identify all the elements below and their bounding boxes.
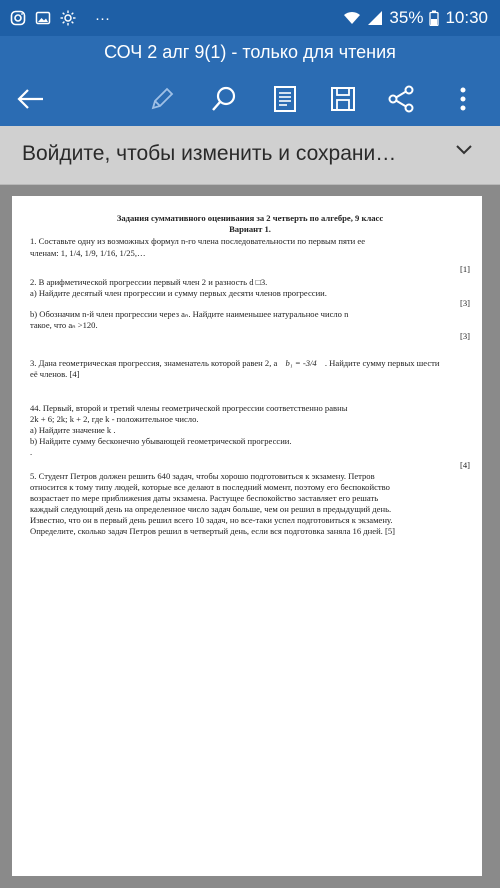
task3-formula: b₁ = -3/4 xyxy=(285,358,317,368)
reading-view-button[interactable] xyxy=(268,82,302,116)
battery-percent: 35% xyxy=(389,8,424,27)
sign-in-banner-text: Войдите, чтобы изменить и сохрани… xyxy=(22,142,397,165)
task5-line5: Известно, что он в первый день решил всего 10 задач, но все-таки успел подготовиться к экзамену. xyxy=(30,515,393,525)
task4-line1: 44. Первый, второй и третий члены геометрической прогрессии соответственно равны xyxy=(30,403,348,413)
document-title: СОЧ 2 алг 9(1) - только для чтения xyxy=(104,42,396,62)
task2-score-a: [3] xyxy=(459,298,470,308)
task2-line1: 2. В арифметической прогрессии первый член 2 и разность d □3. xyxy=(30,277,268,287)
task3-text-a: 3. Дана геометрическая прогрессия, знаменатель которой равен 2, а xyxy=(30,358,278,368)
task3-text-b: . Найдите сумму первых шести xyxy=(324,358,440,368)
edit-button[interactable] xyxy=(145,82,179,116)
document-icon xyxy=(273,85,297,113)
task5-line6: Определите, сколько задач Петров решил в четвертый день, если вся подготовка заняла 16 дней. [5] xyxy=(30,526,395,536)
brightness-icon xyxy=(60,10,76,26)
task2-line3: b) Обозначим n-й член прогрессии через aₙ. Найдите наименьшее натуральное число n xyxy=(30,309,349,319)
share-button[interactable] xyxy=(384,82,418,116)
task2-line4: такое, что aₙ >120. xyxy=(30,320,98,330)
instagram-icon xyxy=(10,10,26,26)
back-arrow-icon xyxy=(17,88,45,110)
document-page[interactable] xyxy=(12,196,482,876)
task4-score: [4] xyxy=(459,460,470,470)
battery-icon xyxy=(429,10,439,26)
status-more: ··· xyxy=(95,9,110,27)
status-bar xyxy=(0,0,500,36)
save-icon xyxy=(330,86,356,112)
task4-line5: . xyxy=(30,447,33,457)
task5-line4: каждый следующий день на определенное число задач больше, чем он решил в предыдущий день. xyxy=(30,504,392,514)
task5-line2: относится к тому типу людей, которые все делают в последний момент, поэтому его беспокойство xyxy=(30,482,390,492)
save-button[interactable] xyxy=(326,82,360,116)
more-vertical-icon xyxy=(459,86,467,112)
task5-line1: 5. Студент Петров должен решить 640 задач, чтобы хорошо подготовиться к экзамену. Петров xyxy=(30,471,375,481)
signal-icon xyxy=(367,10,383,26)
task1-line2: членам: 1, 1/4, 1/9, 1/16, 1/25,… xyxy=(30,248,146,258)
task2-score-b: [3] xyxy=(459,331,470,341)
search-button[interactable] xyxy=(207,82,241,116)
task4-line3: а) Найдите значение k . xyxy=(30,425,116,435)
task4-line4: b) Найдите сумму бесконечно убывающей геометрической прогрессии. xyxy=(30,436,292,446)
task3-line2: её членов. [4] xyxy=(30,369,80,379)
doc-heading: Задания суммативного оценивания за 2 четверть по алгебре, 9 класс xyxy=(116,213,384,223)
app-bar xyxy=(0,36,500,126)
clock: 10:30 xyxy=(445,8,488,27)
task4-line2: 2k + 6; 2k; k + 2, где k - положительное число. xyxy=(30,414,199,424)
task1-score: [1] xyxy=(459,264,470,274)
sign-in-banner[interactable] xyxy=(0,126,500,185)
task2-line2: а) Найдите десятый член прогрессии и сумму первых десяти членов прогрессии. xyxy=(30,288,327,298)
image-icon xyxy=(35,10,51,26)
share-icon xyxy=(387,85,415,113)
pencil-icon xyxy=(149,86,175,112)
doc-variant: Вариант 1. xyxy=(229,224,271,234)
task1-line1: 1. Составьте одну из возможных формул n-го члена последовательности по первым пяти ее xyxy=(30,236,366,246)
task5-line3: возрастает по мере приближения даты экзамена. Растущее беспокойство заставляет его решать xyxy=(30,493,379,503)
search-icon xyxy=(210,85,238,113)
wifi-icon xyxy=(343,10,361,26)
more-options-button[interactable] xyxy=(446,82,480,116)
toolbar xyxy=(0,76,500,122)
task3-line1 xyxy=(30,358,470,369)
back-button[interactable] xyxy=(14,82,48,116)
chevron-down-icon[interactable] xyxy=(456,144,472,156)
